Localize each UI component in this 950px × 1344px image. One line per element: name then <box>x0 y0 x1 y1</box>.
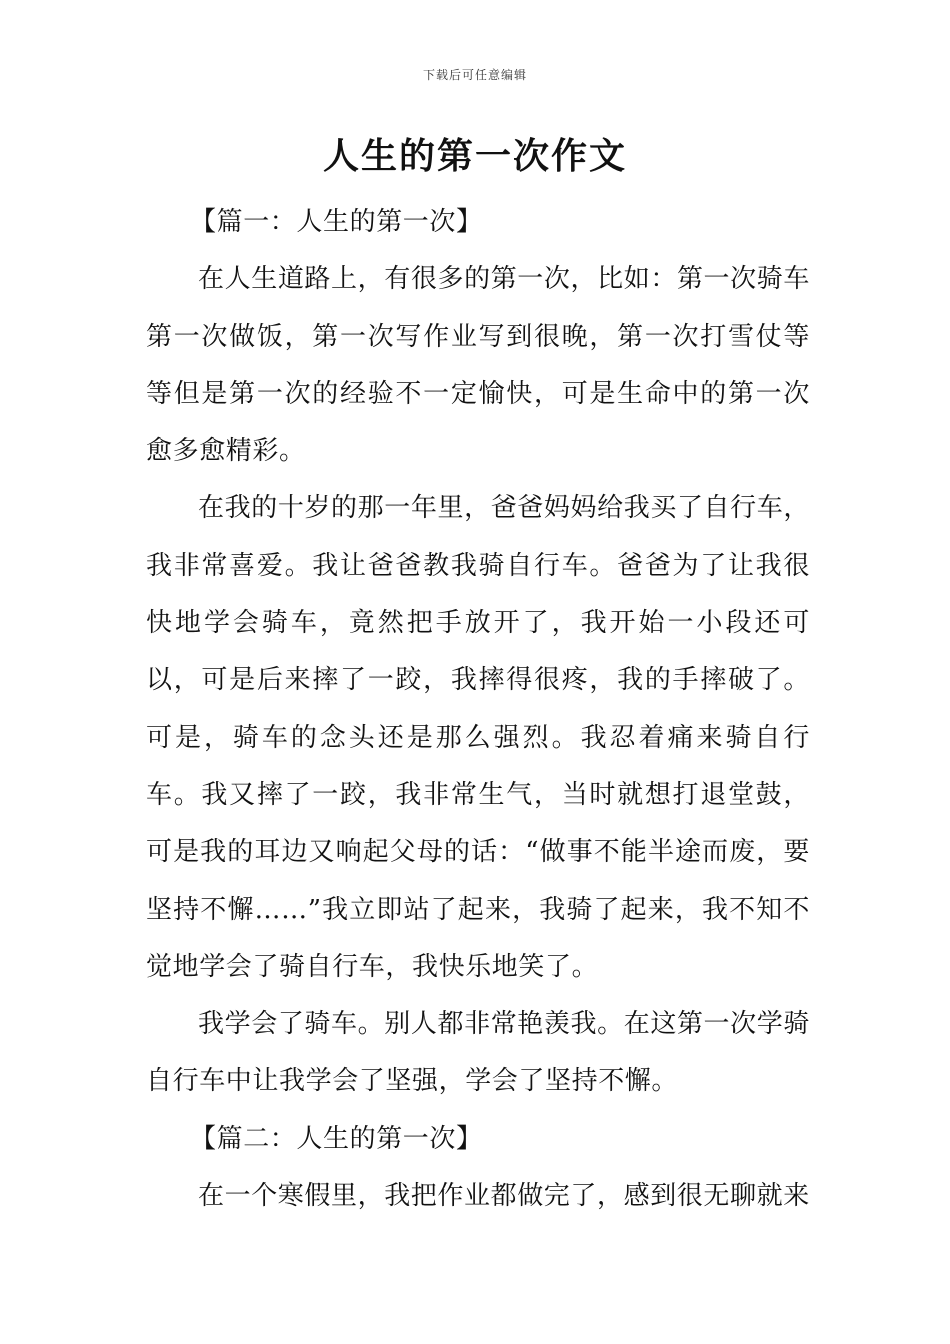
section-heading: 【篇二：人生的第一次】 <box>190 1123 483 1154</box>
paragraph: 我学会了骑车。别人都非常艳羡我。在这第一次学骑自行车中让我学会了坚强，学会了坚持不懈。 <box>146 1009 810 1097</box>
paragraph: 在人生道路上，有很多的第一次，比如：第一次骑车第一次做饭，第一次写作业写到很晚，第一次打雪仗等等但是第一次的经验不一定愉快，可是生命中的第一次愈多愈精彩。 <box>146 264 810 467</box>
header-note: 下载后可任意编辑 <box>422 68 527 82</box>
paragraph: 在我的十岁的那一年里，爸爸妈妈给我买了自行车，我非常喜爱。我让爸爸教我骑自行车。爸爸为了让我很快地学会骑车，竟然把手放开了，我开始一小段还可以，可是后来摔了一跤，我摔得很疼，我的手摔破了。可是，骑车的念头还是那么强烈。我忍着痛来骑自行车。我又摔了一跤，我非常生气，当时就想打退堂鼓，可是我的耳边又响起父母的话：“做事不能半途而废，要坚持不懈……”我立即站了起来，我骑了起来，我不知不觉地学会了骑自行车，我快乐地笑了。 <box>146 493 810 982</box>
paragraph: 在一个寒假里，我把作业都做完了，感到很无聊就来 <box>198 1181 810 1212</box>
document-body <box>146 194 810 1225</box>
section-heading: 【篇一：人生的第一次】 <box>190 207 483 237</box>
document-title: 人生的第一次作文 <box>322 136 627 177</box>
